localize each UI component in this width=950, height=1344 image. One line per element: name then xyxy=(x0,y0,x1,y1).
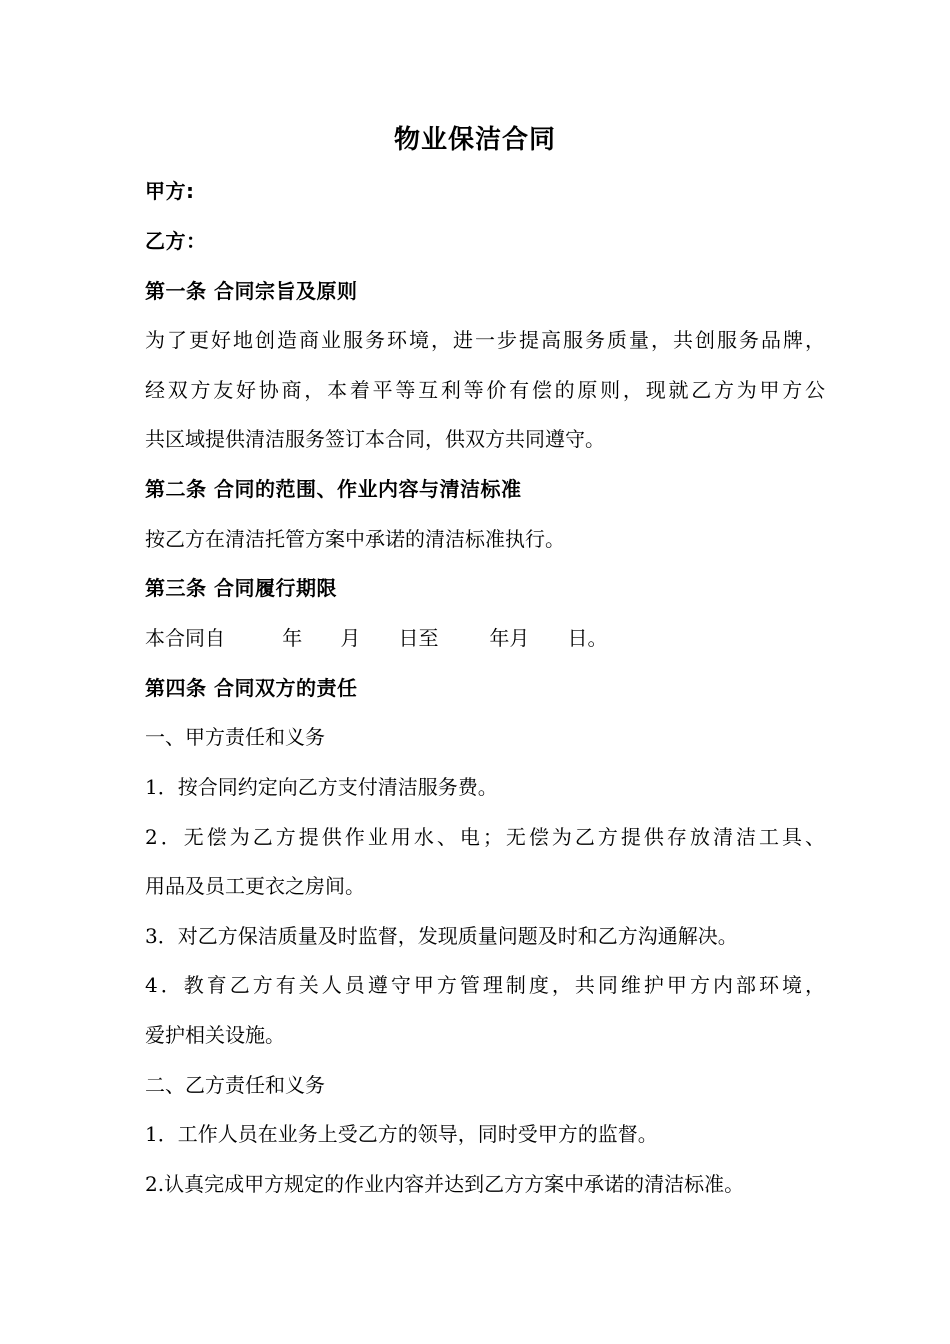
party-b-label: 乙方： xyxy=(145,229,207,253)
section-2-item-1: 1．工作人员在业务上受乙方的领导，同时受甲方的监督。 xyxy=(145,1122,658,1146)
article-3-text: 本合同自 年 月 日至 年月 日。 xyxy=(145,626,608,650)
section-2-heading: 二、乙方责任和义务 xyxy=(145,1073,325,1097)
section-1-item-4-line-1: 4．教育乙方有关人员遵守甲方管理制度，共同维护甲方内部环境， xyxy=(145,973,825,997)
section-1-item-2-line-1: 2．无偿为乙方提供作业用水、电；无偿为乙方提供存放清洁工具、 xyxy=(145,825,825,849)
article-1-line-2: 经双方友好协商，本着平等互利等价有偿的原则，现就乙方为甲方公 xyxy=(145,378,825,402)
section-1-item-3: 3．对乙方保洁质量及时监督，发现质量问题及时和乙方沟通解决。 xyxy=(145,924,738,948)
article-2-text: 按乙方在清洁托管方案中承诺的清洁标准执行。 xyxy=(145,527,565,551)
article-1-line-1: 为了更好地创造商业服务环境，进一步提高服务质量，共创服务品牌， xyxy=(145,328,825,352)
article-3-heading: 第三条 合同履行期限 xyxy=(145,576,337,600)
article-4-heading: 第四条 合同双方的责任 xyxy=(145,676,358,700)
section-1-item-2-line-2: 用品及员工更衣之房间。 xyxy=(145,874,365,898)
section-2-item-2: 2.认真完成甲方规定的作业内容并达到乙方方案中承诺的清洁标准。 xyxy=(145,1172,745,1196)
article-1-line-3: 共区域提供清洁服务签订本合同，供双方共同遵守。 xyxy=(145,427,605,451)
section-1-item-1: 1．按合同约定向乙方支付清洁服务费。 xyxy=(145,775,498,799)
article-2-heading: 第二条 合同的范围、作业内容与清洁标准 xyxy=(145,477,522,501)
section-1-heading: 一、甲方责任和义务 xyxy=(145,725,325,749)
article-1-heading: 第一条 合同宗旨及原则 xyxy=(145,279,358,303)
party-a-label: 甲方: xyxy=(145,179,195,203)
section-1-item-4-line-2: 爱护相关设施。 xyxy=(145,1023,285,1047)
document-title: 物业保洁合同 xyxy=(393,125,556,155)
